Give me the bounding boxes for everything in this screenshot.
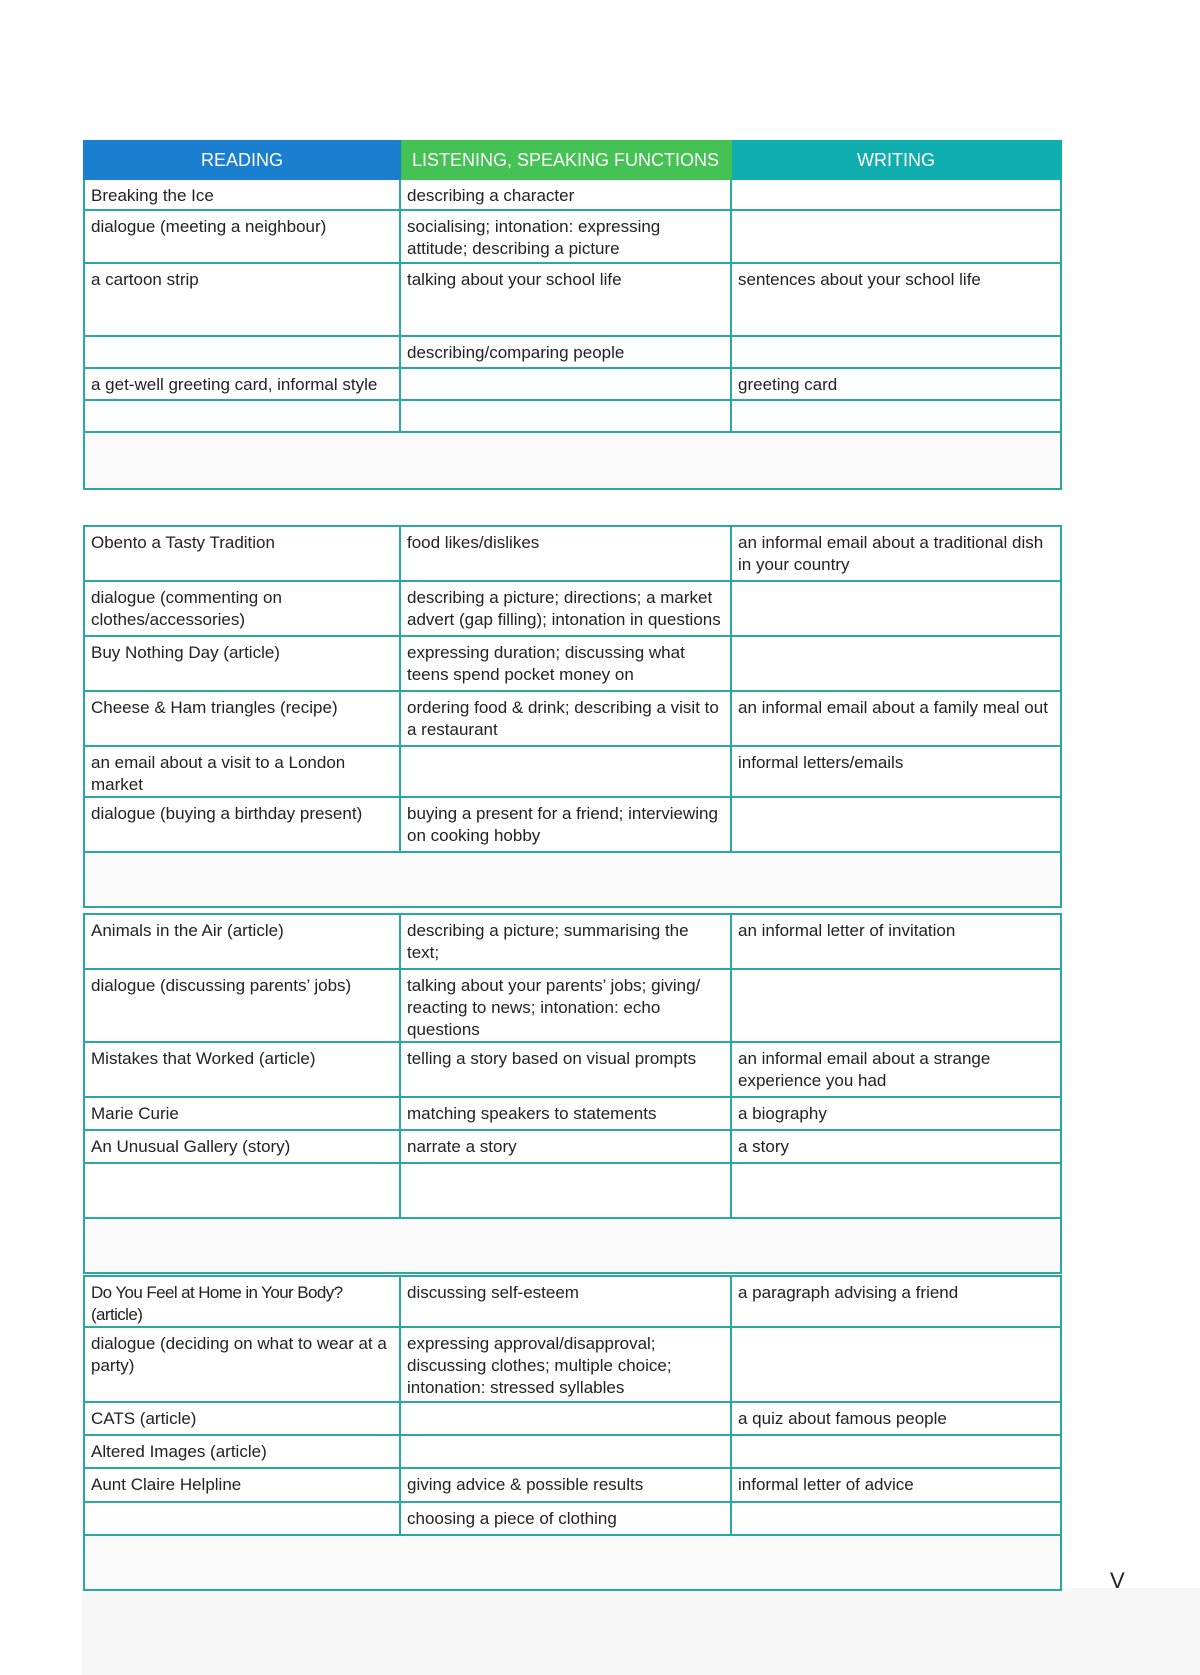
reading-cell (84, 1163, 400, 1218)
reading-cell: Marie Curie (84, 1097, 400, 1130)
blank-cell (84, 1535, 1061, 1590)
table-row (84, 526, 1061, 581)
writing-cell: informal letter of advice (731, 1468, 1061, 1502)
writing-cell (731, 636, 1061, 691)
listening-cell: expressing approval/disapproval; discussing clothes; multiple choice; intonation: stressed syllables (400, 1327, 731, 1402)
listening-cell (400, 368, 731, 400)
listening-cell: ordering food & drink; describing a visit to a restaurant (400, 691, 731, 746)
page-number: V (1110, 1568, 1125, 1593)
listening-cell: describing/comparing people (400, 336, 731, 368)
bottom-shade (82, 1588, 1200, 1675)
table-row (84, 797, 1061, 852)
listening-cell (400, 1435, 731, 1468)
reading-cell: dialogue (buying a birthday present) (84, 797, 400, 852)
header-listening: LISTENING, SPEAKING FUNCTIONS (400, 141, 731, 179)
table-row (84, 336, 1061, 368)
listening-cell: discussing self-esteem (400, 1276, 731, 1327)
reading-cell: dialogue (commenting on clothes/accessories) (84, 581, 400, 636)
writing-cell (731, 1163, 1061, 1218)
writing-cell (731, 581, 1061, 636)
header-writing: WRITING (731, 141, 1061, 179)
table-row (84, 400, 1061, 432)
table-row (84, 914, 1061, 969)
reading-cell: Do You Feel at Home in Your Body? (article) (84, 1276, 400, 1327)
table-section-4 (83, 1275, 1062, 1591)
writing-cell: sentences about your school life (731, 263, 1061, 336)
blank-row (84, 1535, 1061, 1590)
writing-cell: a quiz about famous people (731, 1402, 1061, 1435)
table-row (84, 1327, 1061, 1402)
writing-cell (731, 210, 1061, 263)
table-row (84, 1276, 1061, 1327)
writing-cell: an informal email about a family meal out (731, 691, 1061, 746)
writing-cell: greeting card (731, 368, 1061, 400)
listening-cell: buying a present for a friend; interviewing on cooking hobby (400, 797, 731, 852)
table-row (84, 1468, 1061, 1502)
listening-cell: socialising; intonation: expressing attitude; describing a picture (400, 210, 731, 263)
listening-cell: talking about your school life (400, 263, 731, 336)
writing-cell: a paragraph advising a friend (731, 1276, 1061, 1327)
writing-cell (731, 400, 1061, 432)
reading-cell: Mistakes that Worked (article) (84, 1042, 400, 1097)
writing-cell (731, 1327, 1061, 1402)
blank-cell (84, 852, 1061, 907)
writing-cell: an informal email about a traditional dish in your country (731, 526, 1061, 581)
blank-row (84, 432, 1061, 489)
writing-cell (731, 1435, 1061, 1468)
reading-cell: Obento a Tasty Tradition (84, 526, 400, 581)
listening-cell: expressing duration; discussing what teens spend pocket money on (400, 636, 731, 691)
header-row (84, 141, 1061, 179)
reading-cell (84, 336, 400, 368)
reading-cell: dialogue (meeting a neighbour) (84, 210, 400, 263)
reading-cell (84, 400, 400, 432)
table-row (84, 691, 1061, 746)
listening-cell: narrate a story (400, 1130, 731, 1163)
table-row (84, 263, 1061, 336)
writing-cell: a biography (731, 1097, 1061, 1130)
table-row (84, 368, 1061, 400)
reading-cell: Cheese & Ham triangles (recipe) (84, 691, 400, 746)
listening-cell: telling a story based on visual prompts (400, 1042, 731, 1097)
table-row (84, 1502, 1061, 1535)
table-row (84, 179, 1061, 210)
table-row (84, 1130, 1061, 1163)
reading-cell (84, 1502, 400, 1535)
listening-cell: matching speakers to statements (400, 1097, 731, 1130)
reading-cell: dialogue (deciding on what to wear at a party) (84, 1327, 400, 1402)
blank-row (84, 1218, 1061, 1273)
reading-cell: dialogue (discussing parents’ jobs) (84, 969, 400, 1042)
table-section-1 (83, 140, 1062, 490)
reading-cell: Buy Nothing Day (article) (84, 636, 400, 691)
reading-cell: Animals in the Air (article) (84, 914, 400, 969)
table-row (84, 1163, 1061, 1218)
header-reading: READING (84, 141, 400, 179)
table-section-3 (83, 913, 1062, 1274)
blank-row (84, 852, 1061, 907)
blank-cell (84, 1218, 1061, 1273)
writing-cell: an informal email about a strange experience you had (731, 1042, 1061, 1097)
reading-cell: CATS (article) (84, 1402, 400, 1435)
blank-cell (84, 432, 1061, 489)
reading-cell: An Unusual Gallery (story) (84, 1130, 400, 1163)
table-row (84, 581, 1061, 636)
reading-cell: Altered Images (article) (84, 1435, 400, 1468)
listening-cell (400, 746, 731, 797)
reading-cell: Aunt Claire Helpline (84, 1468, 400, 1502)
writing-cell (731, 969, 1061, 1042)
listening-cell: describing a character (400, 179, 731, 210)
writing-cell: a story (731, 1130, 1061, 1163)
table-row (84, 969, 1061, 1042)
listening-cell: giving advice & possible results (400, 1468, 731, 1502)
listening-cell: describing a picture; directions; a market advert (gap filling); intonation in questions (400, 581, 731, 636)
writing-cell (731, 797, 1061, 852)
writing-cell: an informal letter of invitation (731, 914, 1061, 969)
writing-cell: informal letters/emails (731, 746, 1061, 797)
listening-cell (400, 400, 731, 432)
table-row (84, 1402, 1061, 1435)
reading-cell: a get-well greeting card, informal style (84, 368, 400, 400)
table-row (84, 1435, 1061, 1468)
listening-cell (400, 1163, 731, 1218)
listening-cell: describing a picture; summarising the text; (400, 914, 731, 969)
table-row (84, 1097, 1061, 1130)
listening-cell: food likes/dislikes (400, 526, 731, 581)
reading-cell: an email about a visit to a London market (84, 746, 400, 797)
table-row (84, 1042, 1061, 1097)
listening-cell: choosing a piece of clothing (400, 1502, 731, 1535)
writing-cell (731, 336, 1061, 368)
table-row (84, 210, 1061, 263)
reading-cell: Breaking the Ice (84, 179, 400, 210)
listening-cell: talking about your parents’ jobs; giving/ reacting to news; intonation: echo questions (400, 969, 731, 1042)
table-row (84, 746, 1061, 797)
reading-cell: a cartoon strip (84, 263, 400, 336)
listening-cell (400, 1402, 731, 1435)
table-section-2 (83, 525, 1062, 908)
writing-cell (731, 1502, 1061, 1535)
writing-cell (731, 179, 1061, 210)
table-row (84, 636, 1061, 691)
